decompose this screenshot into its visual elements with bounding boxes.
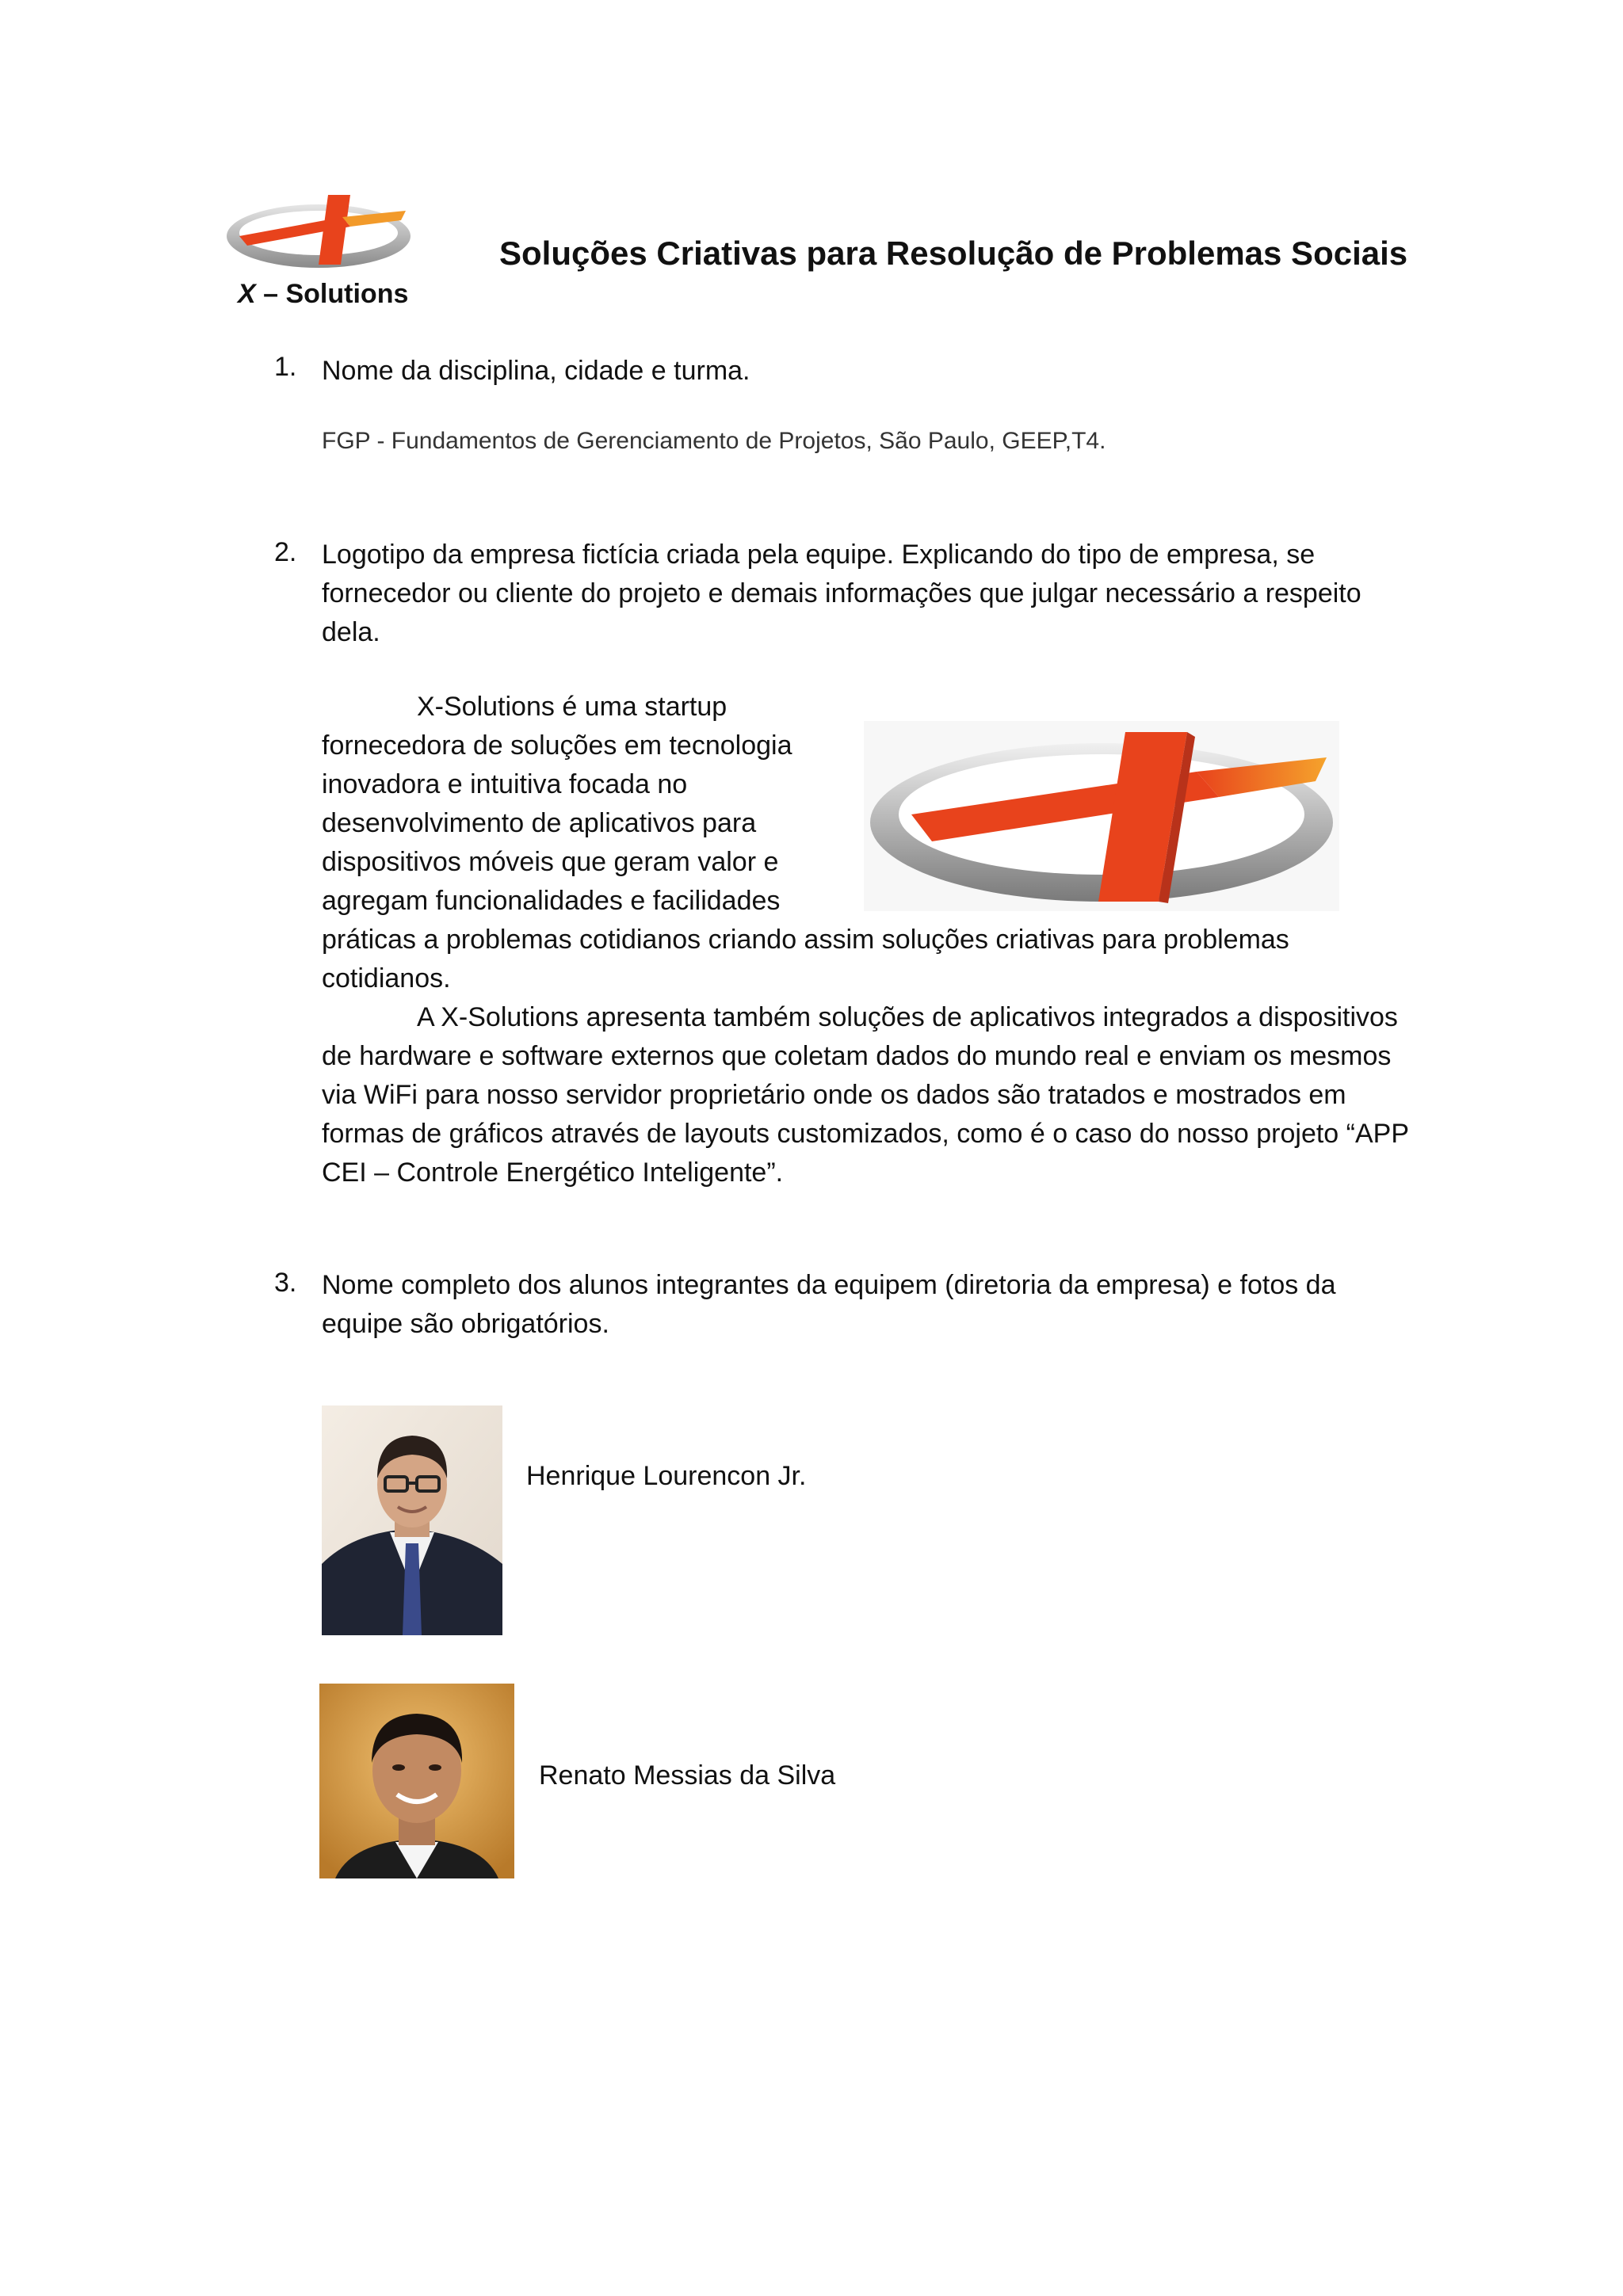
member-photo [322,1405,502,1635]
question-text: Nome completo dos alunos integrantes da equipem (diretoria da empresa) e fotos da equipe são obrigatórios. [322,1270,1336,1339]
paragraph-line: práticas a problemas cotidianos criando assim soluções criativas para problemas [322,925,1289,955]
answer-text: FGP - Fundamentos de Gerenciamento de Projetos, São Paulo, GEEP,T4. [322,428,1106,454]
member-name: Henrique Lourencon Jr. [526,1461,807,1491]
paragraph-line: inovadora e intuitiva focada no [322,769,688,799]
question-number: 1. [274,352,297,382]
page-title: Soluções Criativas para Resolução de Problemas Sociais [499,235,1408,272]
company-logo-small [223,189,414,276]
member-name: Renato Messias da Silva [539,1760,836,1791]
paragraph-line: A X-Solutions apresenta também soluções de aplicativos integrados a dispositivos [417,1002,1398,1032]
question-number: 2. [274,537,297,567]
paragraph-line: formas de gráficos através de layouts customizados, como é o caso do nosso projeto “APP [322,1119,1410,1149]
paragraph-line: via WiFi para nosso servidor proprietário onde os dados são tratados e mostrados em [322,1080,1346,1110]
paragraph-line: de hardware e software externos que coletam dados do mundo real e enviam os mesmos [322,1041,1392,1071]
question-text: Logotipo da empresa fictícia criada pela equipe. Explicando do tipo de empresa, se fornecedor ou cliente do projeto e demais informações que julgar necessário a respeito dela. [322,540,1361,647]
paragraph-line: dispositivos móveis que geram valor e [322,847,779,877]
member-photo [319,1684,514,1878]
paragraph-line: cotidianos. [322,963,451,994]
paragraph-line: X-Solutions é uma startup [417,692,727,722]
question-number: 3. [274,1268,297,1298]
paragraph-line: desenvolvimento de aplicativos para [322,808,757,838]
paragraph-line: CEI – Controle Energético Inteligente”. [322,1158,784,1188]
company-logo-large [864,721,1339,911]
paragraph-line: fornecedora de soluções em tecnologia [322,730,792,761]
company-name: X – Solutions [238,279,409,309]
question-text: Nome da disciplina, cidade e turma. [322,356,750,386]
paragraph-line: agregam funcionalidades e facilidades [322,886,781,916]
